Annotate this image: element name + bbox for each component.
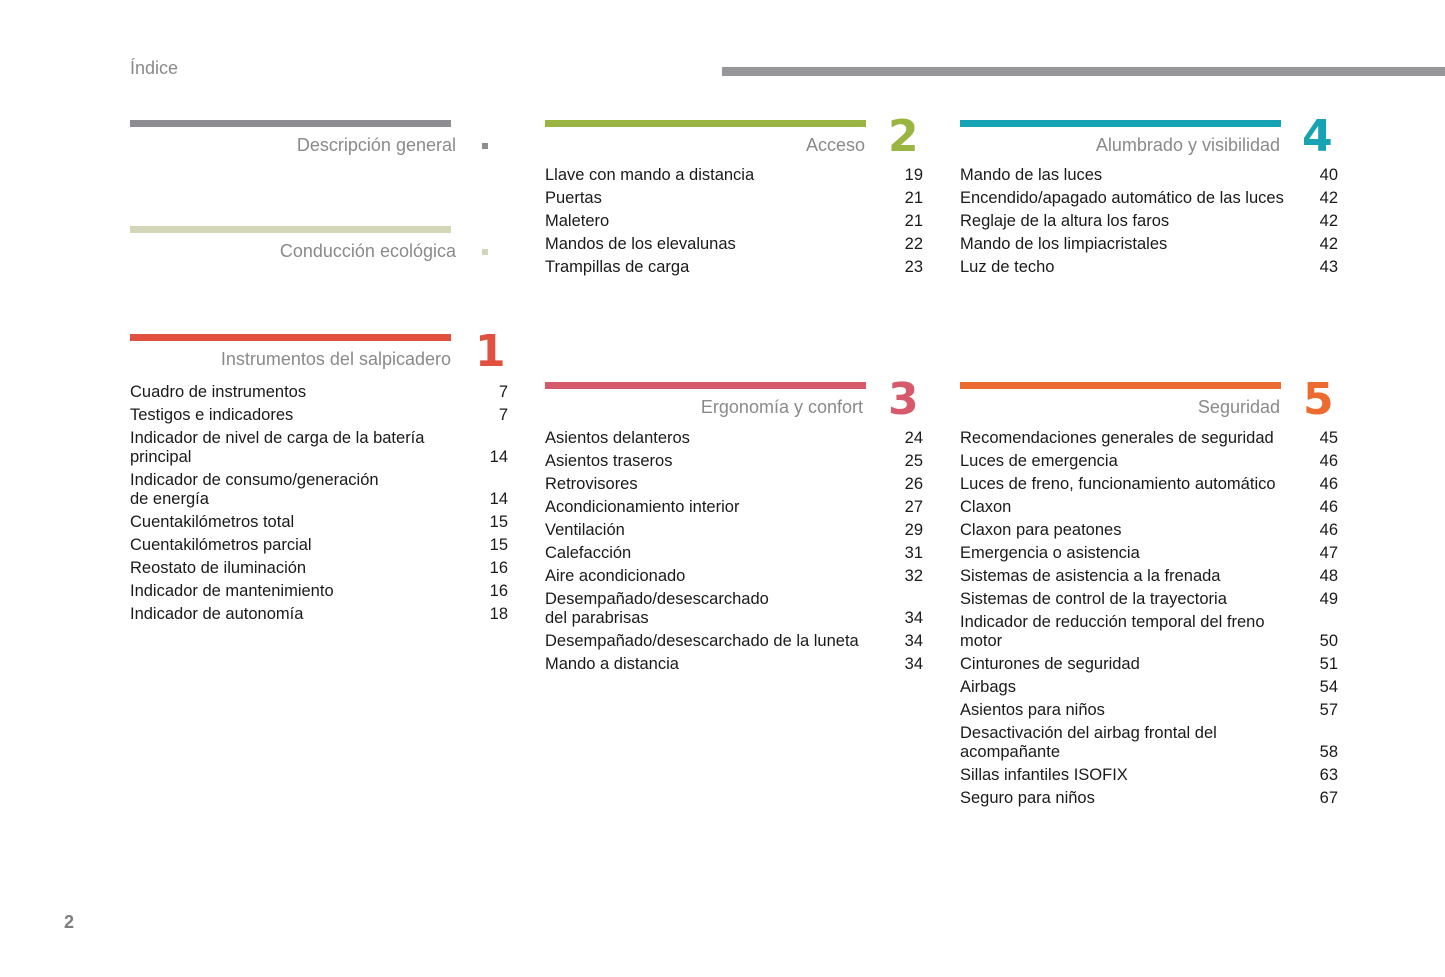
section-2-bar <box>545 120 866 127</box>
toc-entry-page: 24 <box>904 429 923 447</box>
toc-entry-page: 19 <box>904 166 923 184</box>
toc-entry-page: 7 <box>498 383 508 401</box>
toc-entry-page: 49 <box>1319 590 1338 608</box>
toc-entry-page: 15 <box>489 536 508 554</box>
toc-entry[interactable] <box>545 235 923 254</box>
header-rule <box>722 67 1445 76</box>
toc-entry[interactable] <box>545 166 923 185</box>
toc-entry-page: 15 <box>489 513 508 531</box>
toc-entry-page: 32 <box>904 567 923 585</box>
toc-entry[interactable] <box>960 235 1338 254</box>
toc-entry-title: Indicador de consumo/generación de energía <box>130 471 379 508</box>
toc-entry[interactable] <box>545 590 923 628</box>
section-1-title[interactable]: Instrumentos del salpicadero <box>220 349 451 369</box>
toc-entry-title: Calefacción <box>545 544 632 562</box>
toc-entry-page: 34 <box>904 609 923 627</box>
toc-entry-title: Claxon para peatones <box>960 521 1122 539</box>
toc-entry[interactable] <box>960 789 1338 808</box>
toc-entry[interactable] <box>960 613 1338 651</box>
toc-entry-title: Cinturones de seguridad <box>960 655 1140 673</box>
toc-entry[interactable] <box>960 212 1338 231</box>
section-4-list <box>960 166 1338 281</box>
toc-entry-page: 57 <box>1319 701 1338 719</box>
section-2-number: 2 <box>888 111 919 162</box>
toc-entry-page: 54 <box>1319 678 1338 696</box>
toc-entry-title: Asientos para niños <box>960 701 1105 719</box>
toc-entry-page: 42 <box>1319 235 1338 253</box>
toc-entry[interactable] <box>130 471 508 509</box>
toc-entry[interactable] <box>960 567 1338 586</box>
toc-entry[interactable] <box>545 452 923 471</box>
toc-entry-title: Asientos traseros <box>545 452 673 470</box>
toc-entry[interactable] <box>545 475 923 494</box>
toc-entry-title: Maletero <box>545 212 610 230</box>
toc-entry[interactable] <box>545 544 923 563</box>
toc-entry[interactable] <box>130 582 508 601</box>
toc-entry-title: Cuentakilómetros parcial <box>130 536 312 554</box>
section-5-bar <box>960 382 1281 389</box>
toc-entry-title: Indicador de nivel de carga de la batería principal <box>130 429 425 466</box>
toc-entry[interactable] <box>960 189 1338 208</box>
toc-entry-title: Seguro para niños <box>960 789 1095 807</box>
toc-entry-page: 58 <box>1319 743 1338 761</box>
toc-entry-title: Recomendaciones generales de seguridad <box>960 429 1274 447</box>
section-1-bar <box>130 334 451 341</box>
toc-entry-page: 7 <box>498 406 508 424</box>
toc-entry-page: 34 <box>904 632 923 650</box>
toc-entry[interactable] <box>545 258 923 277</box>
toc-entry-title: Luz de techo <box>960 258 1055 276</box>
toc-entry[interactable] <box>960 475 1338 494</box>
section-3-list <box>545 429 923 678</box>
toc-entry[interactable] <box>545 632 923 651</box>
section-3-bar <box>545 382 866 389</box>
toc-entry-page: 63 <box>1319 766 1338 784</box>
toc-entry-title: Asientos delanteros <box>545 429 690 447</box>
toc-entry[interactable] <box>960 452 1338 471</box>
toc-entry-title: Mando a distancia <box>545 655 679 673</box>
toc-entry[interactable] <box>130 406 508 425</box>
toc-entry-page: 18 <box>489 605 508 623</box>
section-4-number: 4 <box>1302 111 1333 162</box>
toc-entry-page: 46 <box>1319 521 1338 539</box>
toc-entry[interactable] <box>545 521 923 540</box>
toc-entry-title: Sistemas de control de la trayectoria <box>960 590 1227 608</box>
section-2-title[interactable]: Acceso <box>805 135 865 155</box>
toc-entry-page: 21 <box>904 189 923 207</box>
toc-entry-title: Desempañado/desescarchado de la luneta <box>545 632 859 650</box>
descripcion-bar <box>130 120 451 127</box>
section-5-title[interactable]: Seguridad <box>1197 397 1280 417</box>
toc-entry-title: Ventilación <box>545 521 625 539</box>
section-3-title[interactable]: Ergonomía y confort <box>700 397 863 417</box>
toc-entry-title: Indicador de mantenimiento <box>130 582 334 600</box>
descripcion-title[interactable]: Descripción general <box>296 135 456 155</box>
section-4-title[interactable]: Alumbrado y visibilidad <box>1095 135 1280 155</box>
toc-entry-page: 14 <box>489 448 508 466</box>
toc-entry-page: 42 <box>1319 212 1338 230</box>
section-4-bar <box>960 120 1281 127</box>
toc-entry-page: 48 <box>1319 567 1338 585</box>
toc-entry-title: Mando de las luces <box>960 166 1103 184</box>
toc-entry-title: Luces de emergencia <box>960 452 1118 470</box>
toc-entry-title: Mando de los limpiacristales <box>960 235 1168 253</box>
toc-entry-title: Reostato de iluminación <box>130 559 307 577</box>
toc-entry-page: 45 <box>1319 429 1338 447</box>
toc-entry[interactable] <box>545 498 923 517</box>
toc-entry[interactable] <box>130 513 508 532</box>
toc-entry-title: Encendido/apagado automático de las luces <box>960 189 1284 207</box>
page-number: 2 <box>64 912 75 932</box>
toc-entry[interactable] <box>960 724 1338 762</box>
toc-entry-page: 43 <box>1319 258 1338 276</box>
section-3-number: 3 <box>888 374 919 425</box>
toc-entry[interactable] <box>545 429 923 448</box>
toc-entry-title: Indicador de autonomía <box>130 605 304 623</box>
toc-entry-title: Reglaje de la altura los faros <box>960 212 1170 230</box>
toc-entry-title: Desempañado/desescarchado del parabrisas <box>545 590 769 627</box>
toc-entry-page: 42 <box>1319 189 1338 207</box>
section-2-list <box>545 166 923 281</box>
toc-entry-title: Airbags <box>960 678 1016 696</box>
toc-entry[interactable] <box>960 429 1338 448</box>
toc-entry-page: 26 <box>904 475 923 493</box>
section-5-number: 5 <box>1303 374 1334 425</box>
toc-entry-page: 34 <box>904 655 923 673</box>
toc-entry-title: Sillas infantiles ISOFIX <box>960 766 1128 784</box>
section-1-list <box>130 383 508 628</box>
toc-entry[interactable] <box>545 212 923 231</box>
toc-entry[interactable] <box>545 567 923 586</box>
toc-entry-page: 23 <box>904 258 923 276</box>
section-1-number: 1 <box>475 326 506 377</box>
toc-entry[interactable] <box>130 429 508 467</box>
toc-entry[interactable] <box>545 655 923 674</box>
toc-entry[interactable] <box>960 166 1338 185</box>
toc-entry-title: Retrovisores <box>545 475 638 493</box>
toc-entry-title: Cuentakilómetros total <box>130 513 295 531</box>
toc-entry[interactable] <box>545 189 923 208</box>
toc-entry-title: Sistemas de asistencia a la frenada <box>960 567 1221 585</box>
toc-entry-page: 29 <box>904 521 923 539</box>
toc-entry-title: Cuadro de instrumentos <box>130 383 307 401</box>
toc-entry-title: Desactivación del airbag frontal del acompañante <box>960 724 1217 761</box>
toc-entry-title: Acondicionamiento interior <box>545 498 740 516</box>
toc-entry-page: 40 <box>1319 166 1338 184</box>
toc-entry-page: 16 <box>489 559 508 577</box>
toc-entry[interactable] <box>960 678 1338 697</box>
toc-entry[interactable] <box>960 701 1338 720</box>
ecologica-bar <box>130 226 451 233</box>
toc-entry-title: Llave con mando a distancia <box>545 166 755 184</box>
ecologica-title[interactable]: Conducción ecológica <box>279 241 456 261</box>
toc-entry-page: 25 <box>904 452 923 470</box>
toc-entry-page: 47 <box>1319 544 1338 562</box>
toc-entry-title: Puertas <box>545 189 602 207</box>
toc-entry-page: 51 <box>1319 655 1338 673</box>
toc-entry-page: 31 <box>904 544 923 562</box>
toc-entry-page: 21 <box>904 212 923 230</box>
toc-entry-page: 50 <box>1319 632 1338 650</box>
toc-entry-page: 46 <box>1319 498 1338 516</box>
toc-entry[interactable] <box>130 383 508 402</box>
toc-entry-title: Indicador de reducción temporal del freno motor <box>960 613 1265 650</box>
toc-entry-page: 46 <box>1319 452 1338 470</box>
page-header: Índice <box>130 58 179 78</box>
toc-entry-title: Luces de freno, funcionamiento automático <box>960 475 1276 493</box>
toc-entry-page: 46 <box>1319 475 1338 493</box>
ecologica-marker <box>482 249 488 255</box>
toc-entry-title: Mandos de los elevalunas <box>545 235 736 253</box>
toc-entry[interactable] <box>960 766 1338 785</box>
toc-entry-title: Emergencia o asistencia <box>960 544 1140 562</box>
toc-entry-page: 27 <box>904 498 923 516</box>
toc-entry-page: 22 <box>904 235 923 253</box>
toc-entry[interactable] <box>960 544 1338 563</box>
toc-entry-title: Aire acondicionado <box>545 567 686 585</box>
toc-entry[interactable] <box>130 605 508 624</box>
toc-entry[interactable] <box>960 521 1338 540</box>
toc-entry[interactable] <box>960 590 1338 609</box>
toc-entry[interactable] <box>960 498 1338 517</box>
toc-entry[interactable] <box>960 258 1338 277</box>
toc-entry-page: 67 <box>1319 789 1338 807</box>
toc-entry-page: 14 <box>489 490 508 508</box>
toc-entry[interactable] <box>960 655 1338 674</box>
toc-entry[interactable] <box>130 559 508 578</box>
toc-entry-title: Trampillas de carga <box>545 258 690 276</box>
toc-entry-title: Testigos e indicadores <box>130 406 294 424</box>
toc-entry[interactable] <box>130 536 508 555</box>
section-5-list <box>960 429 1338 812</box>
toc-entry-page: 16 <box>489 582 508 600</box>
descripcion-marker <box>482 143 488 149</box>
toc-entry-title: Claxon <box>960 498 1012 516</box>
